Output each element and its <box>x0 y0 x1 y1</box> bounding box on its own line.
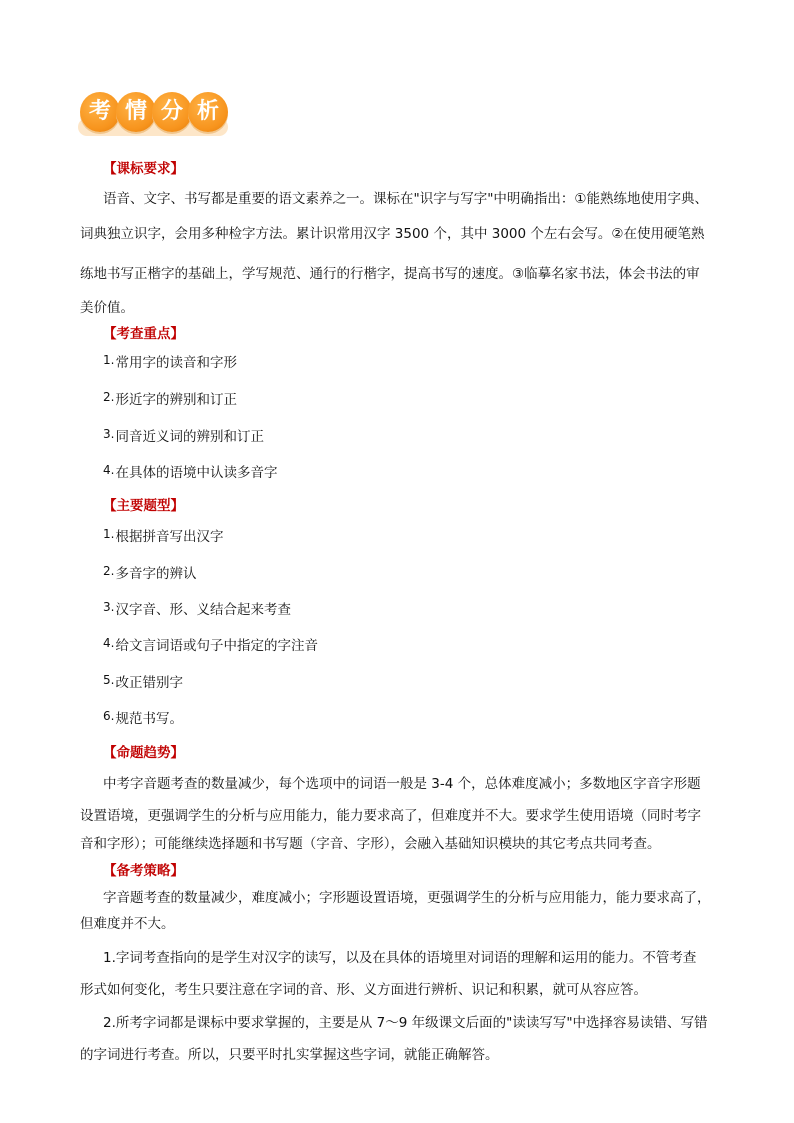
celue-line: 但难度并不大。 <box>80 916 175 932</box>
item-text: 汉字音、形、义结合起来考查 <box>115 602 291 618</box>
celue-line: 字音题考查的数量减少，难度减小；字形题设置语境，更强调学生的分析与应用能力，能力要求高了， <box>103 890 711 906</box>
item-number: 2. <box>103 564 115 578</box>
heading-celue: 【备考策略】 <box>103 863 184 879</box>
tixing-item <box>103 671 183 691</box>
tixing-item <box>103 707 183 727</box>
item-number: 6. <box>103 709 115 723</box>
tixing-item <box>103 525 223 545</box>
celue-line: 1.字词考查指向的是学生对汉字的读写，以及在具体的语境里对词语的理解和运用的能力。不管考查 <box>103 950 697 966</box>
kebiao-line: 美价值。 <box>80 300 134 316</box>
item-text: 常用字的读音和字形 <box>115 355 237 371</box>
heading-tixing: 【主要题型】 <box>103 498 184 514</box>
item-number: 5. <box>103 673 115 687</box>
item-text: 改正错别字 <box>115 675 183 691</box>
banner-char-circle: 分 <box>152 92 192 132</box>
celue-line: 形式如何变化，考生只要注意在字词的音、形、义方面进行辨析、识记和积累，就可从容应答。 <box>80 982 647 998</box>
kaocha-item <box>103 425 264 445</box>
item-number: 1. <box>103 527 115 541</box>
item-number: 4. <box>103 463 115 477</box>
item-number: 2. <box>103 390 115 404</box>
tixing-item <box>103 598 291 618</box>
item-number: 3. <box>103 427 115 441</box>
item-text: 形近字的辨别和订正 <box>115 392 237 408</box>
section-banner <box>78 92 238 140</box>
kebiao-line: 练地书写正楷字的基础上，学写规范、通行的行楷字，提高书写的速度。③临摹名家书法，体会书法的审 <box>80 266 700 282</box>
item-text: 多音字的辨认 <box>115 566 197 582</box>
item-text: 根据拼音写出汉字 <box>115 529 224 545</box>
item-text: 在具体的语境中认读多音字 <box>115 465 278 481</box>
tixing-item <box>103 634 318 654</box>
banner-char-circle: 析 <box>188 92 228 132</box>
tixing-item <box>103 562 196 582</box>
item-text: 给文言词语或句子中指定的字注音 <box>115 638 318 654</box>
qushi-line: 中考字音题考查的数量减少，每个选项中的词语一般是 3-4 个，总体难度减小；多数地区字音字形题 <box>103 776 701 792</box>
item-text: 规范书写。 <box>115 711 183 727</box>
banner-char-circle: 情 <box>116 92 156 132</box>
qushi-line: 音和字形）；可能继续选择题和书写题（字音、字形），会融入基础知识模块的其它考点共同考查。 <box>80 836 661 852</box>
celue-line: 2.所考字词都是课标中要求掌握的，主要是从 7～9 年级课文后面的"读读写写"中选择容易读错、写错 <box>103 1015 708 1031</box>
kaocha-item <box>103 388 237 408</box>
item-number: 4. <box>103 636 115 650</box>
kaocha-item <box>103 461 277 481</box>
qushi-line: 设置语境，更强调学生的分析与应用能力，能力要求高了，但难度并不大。要求学生使用语境（同时考字 <box>80 808 701 824</box>
kebiao-line: 词典独立识字，会用多种检字方法。累计识常用汉字 3500 个，其中 3000 个左右会写。②在使用硬笔熟 <box>80 226 705 242</box>
item-number: 3. <box>103 600 115 614</box>
banner-char-circle: 考 <box>80 92 120 132</box>
celue-line: 的字词进行考查。所以，只要平时扎实掌握这些字词，就能正确解答。 <box>80 1047 499 1063</box>
heading-kaocha: 【考查重点】 <box>103 326 184 342</box>
heading-kebiao: 【课标要求】 <box>103 161 184 177</box>
kebiao-line: 语音、文字、书写都是重要的语文素养之一。课标在"识字与写字"中明确指出：①能熟练地使用字典、 <box>103 191 709 207</box>
heading-qushi: 【命题趋势】 <box>103 745 184 761</box>
item-number: 1. <box>103 353 115 367</box>
kaocha-item <box>103 351 237 371</box>
item-text: 同音近义词的辨别和订正 <box>115 429 264 445</box>
